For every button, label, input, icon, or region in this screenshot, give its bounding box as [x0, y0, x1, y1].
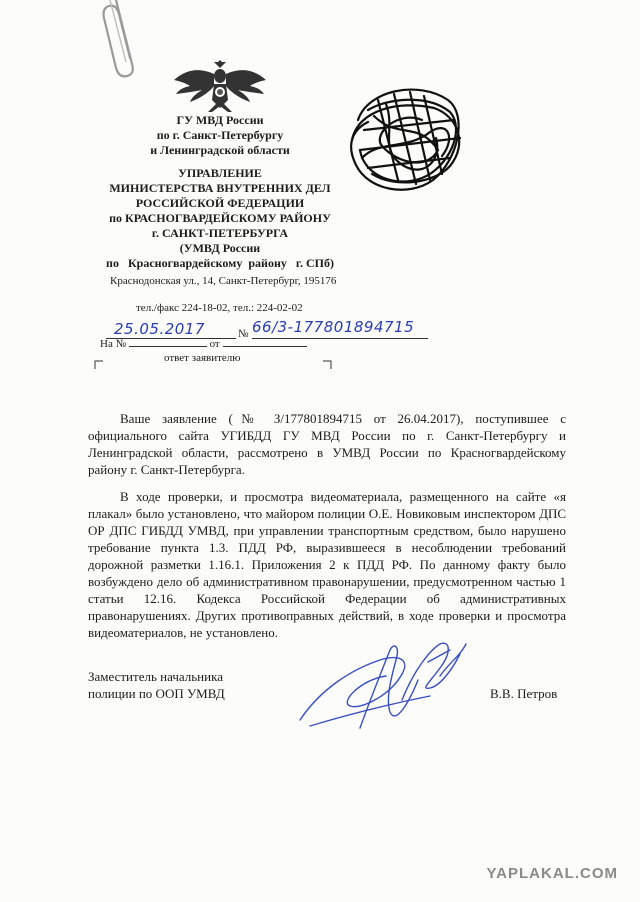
addressee: ответ заявителю: [164, 352, 241, 364]
department-block: [90, 166, 350, 271]
department-line: МИНИСТЕРСТВА ВНУТРЕННИХ ДЕЛ: [109, 181, 331, 195]
letter-body: [88, 410, 566, 641]
na-underline: [129, 346, 207, 347]
issuer-line: по г. Санкт-Петербургу: [156, 128, 284, 142]
paperclip-icon: [98, 0, 148, 80]
department-line: по КРАСНОГВАРДЕЙСКОМУ РАЙОНУ: [109, 211, 331, 225]
address: Краснодонская ул., 14, Санкт-Петербург, 195176: [110, 275, 337, 287]
na-row: [100, 338, 340, 350]
mvd-emblem-icon: [172, 60, 268, 112]
na-label: На №: [100, 338, 127, 350]
phones: тел./факс 224-18-02, тел.: 224-02-02: [136, 302, 303, 314]
handwritten-date: 25.05.2017: [114, 320, 205, 338]
corner-mark-left: [94, 360, 104, 370]
department-line: по Красногвардейскому району г. СПб): [106, 256, 334, 270]
department-line: г. САНКТ-ПЕТЕРБУРГА: [151, 226, 289, 240]
body-paragraph: Ваше заявление (№ З/177801894715 от 26.04.2017), поступившее с официального сайта УГИБДД ГУ МВД России по г. Санкт-Петербургу и Ленинградской области, рассмотрено в УМВД России по Красногвардейскому району г. Санкт-Петербурга.: [88, 411, 566, 477]
handwritten-number: 66/3-177801894715: [252, 318, 415, 336]
signatory-name: В.В. Петров: [490, 686, 558, 701]
signatory-title-line: Заместитель начальника: [88, 669, 223, 684]
signatory-title-line: полиции по ООП УМВД: [88, 686, 225, 701]
issuer-line: ГУ МВД России: [176, 113, 264, 127]
department-line: (УМВД России: [179, 241, 261, 255]
ot-label: от: [209, 338, 220, 350]
number-symbol: №: [238, 328, 249, 340]
department-line: РОССИЙСКОЙ ФЕДЕРАЦИИ: [135, 196, 305, 210]
watermark: YAPLAKAL.COM: [486, 865, 618, 882]
issuer-block: [100, 113, 340, 158]
department-line: УПРАВЛЕНИЕ: [178, 166, 262, 180]
handwritten-signature-icon: [290, 630, 480, 740]
corner-mark-right: [322, 360, 332, 370]
body-paragraph: В ходе проверки, и просмотра видеоматериала, размещенного на сайте «я плакал» было установлено, что майором полиции О.Е. Новиковым инспектором ДПС ОР ДПС ГИБДД УМВД, при управлении транспортным средством, было нарушено требование пункта 1.3. ПДД РФ, выразившееся в несоблюдении требований дорожной разметки 1.16.1. Приложения 2 к ПДД РФ. По данному факту было возбуждено дело об административном правонарушении, предусмотренном частью 1 статьи 12.16. Кодекса Российской Федерации об административных правонарушениях. Других противоправных действий, в ходе проверки и просмотра видеоматериалов, не установлено.: [88, 489, 566, 640]
issuer-line: и Ленинградской области: [150, 143, 290, 157]
redaction-scribble-icon: [338, 80, 478, 200]
ot-underline: [223, 346, 307, 347]
signatory-title: [88, 668, 225, 702]
